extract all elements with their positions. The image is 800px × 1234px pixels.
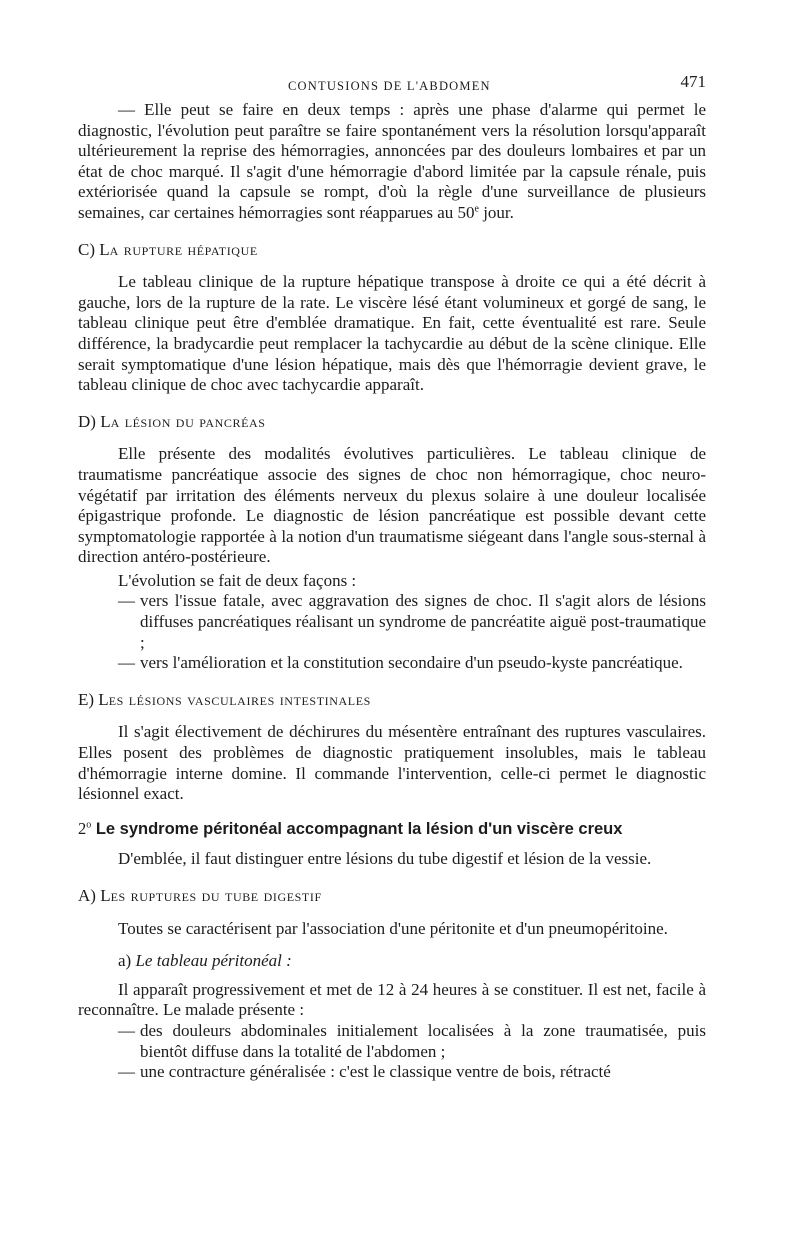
paragraph-rupture-hepatique: Le tableau clinique de la rupture hépatique transpose à droite ce qui a été décrit à gauche, lors de la rupture de la rate. Le viscère lésé étant volumineux et gorgé de sang, le tableau clinique peut être d'emblée dramatique. En fait, cette éventualité est rare. Seule différence, la bradycardie peut remplacer la tachycardie au début de la scène clinique. Elle serait symptomatique d'une lésion hépatique, mais dès que l'hémorragie devient grave, le tableau clinique de choc avec tachycardie apparaît.: [78, 272, 706, 395]
list-item: — des douleurs abdominales initialement localisées à la zone traumatisée, puis bientôt diffuse dans la totalité de l'abdomen ;: [118, 1020, 706, 1061]
running-title: CONTUSIONS DE L'ABDOMEN: [288, 79, 491, 93]
section-title-syndrome-peritoneal: 2$^o$ Le syndrome péritonéal accompagnant la lésion d'un viscère creux: [78, 818, 623, 838]
list-item: — vers l'amélioration et la constitution secondaire d'un pseudo-kyste pancréatique.: [118, 653, 683, 673]
heading-ruptures-tube-digestif: A) Les ruptures du tube digestif: [78, 886, 322, 905]
list-item: — vers l'issue fatale, avec aggravation des signes de choc. Il s'agit alors de lésions diffuses pancréatiques réalisant un syndrome de pancréatite aiguë post-traumatique ;: [118, 591, 706, 652]
document-page: [78, 70, 706, 1083]
list-item: — une contracture généralisée : c'est le classique ventre de bois, rétracté: [118, 1062, 611, 1082]
paragraph-syndrome-peritoneal: D'emblée, il faut distinguer entre lésions du tube digestif et lésion de la vessie.: [118, 849, 652, 869]
paragraph-ruptures-tube-digestif: Toutes se caractérisent par l'association d'une péritonite et d'un pneumopéritoine.: [118, 918, 668, 938]
page-header: [78, 70, 706, 94]
heading-lesions-vasculaires: E) Les lésions vasculaires intestinales: [78, 689, 371, 709]
heading-rupture-hepatique: C) La rupture hépatique: [78, 239, 258, 259]
subheading-tableau-peritoneal: a) Le tableau péritonéal :: [118, 951, 292, 971]
heading-lesion-pancreas: D) La lésion du pancréas: [78, 411, 266, 431]
paragraph-lesion-pancreas: Elle présente des modalités évolutives particulières. Le tableau clinique de traumatisme pancréatique associe des signes de choc non hémorragique, choc neuro-végétatif par irritation des éléments nerveux du plexus solaire à une douleur localisée épigastrique profonde. Le diagnostic de lésion pancréatique est possible devant cette symptomatologie rapportée à la notion d'un traumatisme siégeant dans l'angle sous-sternal à direction antéro-postérieure.: [78, 444, 706, 567]
paragraph-evolution: L'évolution se fait de deux façons :: [118, 570, 357, 590]
paragraph-tableau-peritoneal: Il apparaît progressivement et met de 12 à 24 heures à se constituer. Il est net, facile à reconnaître. Le malade présente :: [78, 979, 706, 1020]
paragraph-lesions-vasculaires: Il s'agit électivement de déchirures du mésentère entraînant des ruptures vasculaires. Elles posent des problèmes de diagnostic pratiquement insolubles, mais le tableau d'hémorragie interne domine. Il commande l'intervention, celle-ci permet le diagnostic lésionnel exact.: [78, 722, 706, 804]
page-number: 471: [680, 72, 706, 91]
intro-paragraph: — Elle peut se faire en deux temps : après une phase d'alarme qui permet le diagnostic, l'évolution peut paraître se faire spontanément vers la résolution lorsqu'apparaît ultérieurement la reprise des hémorragies, annoncées par des douleurs lombaires et par un état de choc marqué. Il s'agit d'une hémorragie d'abord limitée par la capsule rénale, puis extériorisée quand la capsule se rompt, d'où la règle d'une surveillance de plusieurs semaines, car certaines hémorragies sont réapparues au 50e jour.: [78, 100, 706, 222]
